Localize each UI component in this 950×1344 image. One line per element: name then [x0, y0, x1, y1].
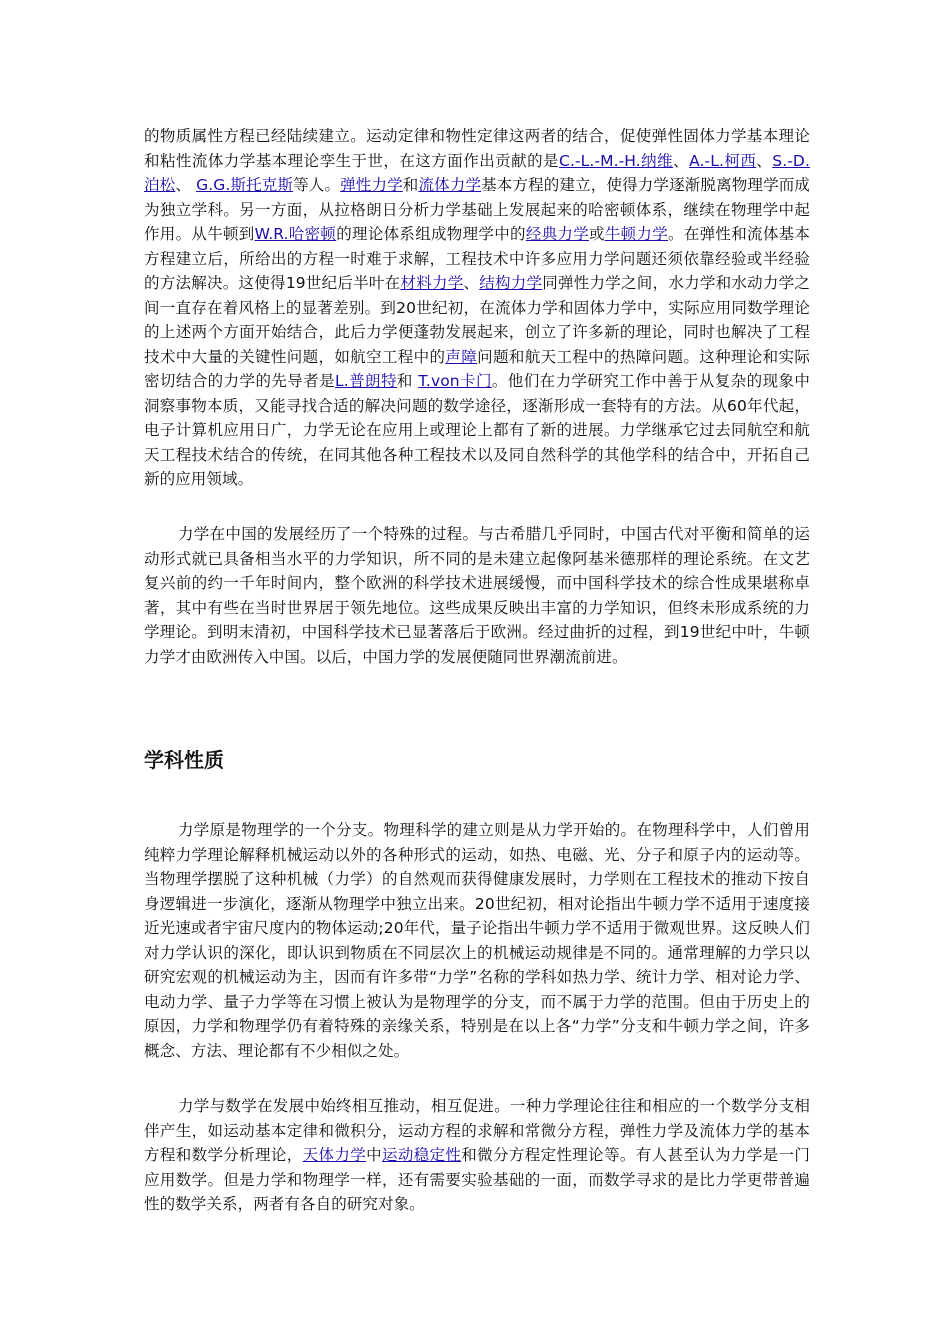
- link-navier[interactable]: C.-L.-M.-H.纳维: [559, 151, 674, 170]
- text-span: 和: [396, 372, 419, 390]
- link-elasticity[interactable]: 弹性力学: [340, 176, 403, 194]
- text-span: 。他们在力学研究工作中善于从复杂的现象中洞察事物本质，又能寻找合适的解决问题的数学途径，逐渐形成一套特有的方法。从60年代起，电子计算机应用日广，力学无论在应用上或理论上都有了新的进展。力学继承它过去同航空和航天工程技术结合的传统，在同其他各种工程技术以及同自然科学的其他学科的结合中，开拓自己新的应用领域。: [144, 372, 810, 488]
- text-span: 和: [402, 176, 419, 194]
- text-span: 和微分方程定性理论等。有人甚至认为力学是一门应用数学。但是力学和物理学一样，还有需要实验基础的一面，而数学寻求的是比力学更带普遍性的数学关系，两者有各自的研究对象。: [144, 1146, 810, 1213]
- text-span: 的物质属性方程已经陆续建立。运动定律和物性定律这两者的结合，促使弹性固体力学基本理论和粘性流体力学基本理论孪生于世，在这方面作出贡献的是: [144, 127, 810, 170]
- paragraph-discipline-nature: 力学原是物理学的一个分支。物理科学的建立则是从力学开始的。在物理科学中，人们曾用纯粹力学理论解释机械运动以外的各种形式的运动，如热、电磁、光、分子和原子内的运动等。当物理学摆脱了这种机械（力学）的自然观而获得健康发展时，力学则在工程技术的推动下按自身逻辑进一步演化，逐渐从物理学中独立出来。20世纪初，相对论指出牛顿力学不适用于速度接近光速或者宇宙尺度内的物体运动;20年代，量子论指出牛顿力学不适用于微观世界。这反映人们对力学认识的深化，即认识到物质在不同层次上的机械运动规律是不同的。通常理解的力学只以研究宏观的机械运动为主，因而有许多带“力学”名称的学科如热力学、统计力学、相对论力学、电动力学、量子力学等在习惯上被认为是物理学的分支，而不属于力学的范围。但由于历史上的原因，力学和物理学仍有着特殊的亲缘关系，特别是在以上各“力学”分支和牛顿力学之间，许多概念、方法、理论都有不少相似之处。: [144, 821, 810, 1060]
- text-span: 问题和航天工程中的热障问题。这种理论和实际密切结合的力学的先导者是: [144, 347, 811, 390]
- link-structural-mechanics[interactable]: 结构力学: [479, 274, 543, 292]
- link-celestial-mechanics[interactable]: 天体力学: [302, 1146, 367, 1164]
- link-von-karman[interactable]: T.von卡门: [418, 372, 492, 390]
- text-span: 、: [175, 176, 197, 194]
- text-span: 同弹性力学之间，水力学和水动力学之间一直存在着风格上的显著差别。到20世纪初，在流体力学和固体力学中，实际应用同数学理论的上述两个方面开始结合，此后力学便蓬勃发展起来，创立了许多新的理论，同时也解决了工程技术中大量的关键性问题，如航空工程中的: [144, 274, 810, 366]
- link-cauchy[interactable]: A.-L.柯西: [689, 151, 757, 170]
- paragraph-history-continued: [144, 124, 810, 492]
- text-span: 的理论体系组成物理学中的: [336, 225, 526, 243]
- link-stokes[interactable]: G.G.斯托克斯: [196, 176, 294, 194]
- link-classical-mechanics[interactable]: 经典力学: [525, 225, 590, 243]
- text-span: 或: [589, 225, 605, 243]
- paragraph-mechanics-math: [144, 1094, 810, 1217]
- text-span: 力学与数学在发展中始终相互推动，相互促进。一种力学理论往往和相应的一个数学分支相伴产生，如运动基本定律和微积分，运动方程的求解和常微分方程，弹性力学及流体力学的基本方程和数学分析理论，: [144, 1097, 810, 1164]
- text-span: 、: [673, 151, 690, 170]
- text-span: 、: [463, 274, 480, 292]
- link-prandtl[interactable]: L.普朗特: [335, 372, 397, 390]
- text-span: 、: [756, 151, 773, 170]
- link-sound-barrier[interactable]: 声障: [445, 347, 478, 366]
- link-poisson[interactable]: S.-D.泊松: [144, 151, 810, 194]
- paragraph-china-history: 力学在中国的发展经历了一个特殊的过程。与古希腊几乎同时，中国古代对平衡和简单的运动形式就已具备相当水平的力学知识，所不同的是未建立起像阿基米德那样的理论系统。在文艺复兴前的约一千年时间内，整个欧洲的科学技术进展缓慢，而中国科学技术的综合性成果堪称卓著，其中有些在当时世界居于领先地位。这些成果反映出丰富的力学知识，但终未形成系统的力学理论。到明末清初，中国科学技术已显著落后于欧洲。经过曲折的过程，到19世纪中叶，牛顿力学才由欧洲传入中国。以后，中国力学的发展便随同世界潮流前进。: [144, 525, 810, 666]
- link-materials-mechanics[interactable]: 材料力学: [400, 274, 464, 292]
- link-motion-stability[interactable]: 运动稳定性: [381, 1146, 462, 1164]
- text-span: 等人。: [293, 176, 341, 194]
- text-span: 。在弹性和流体基本方程建立后，所给出的方程一时难于求解，工程技术中许多应用力学问题还须依靠经验或半经验的方法解决。这使得19世纪后半叶在: [144, 225, 811, 292]
- link-hamilton[interactable]: W.R.哈密顿: [254, 225, 337, 243]
- link-newtonian-mechanics[interactable]: 牛顿力学: [604, 225, 669, 243]
- text-span: 中: [366, 1146, 382, 1164]
- link-fluid-mechanics[interactable]: 流体力学: [418, 176, 482, 194]
- section-heading: 学科性质: [144, 748, 224, 772]
- text-span: 基本方程的建立，使得力学逐渐脱离物理学而成为独立学科。另一方面，从拉格朗日分析力学基础上发展起来的哈密顿体系，继续在物理学中起作用。从牛顿到: [144, 176, 811, 243]
